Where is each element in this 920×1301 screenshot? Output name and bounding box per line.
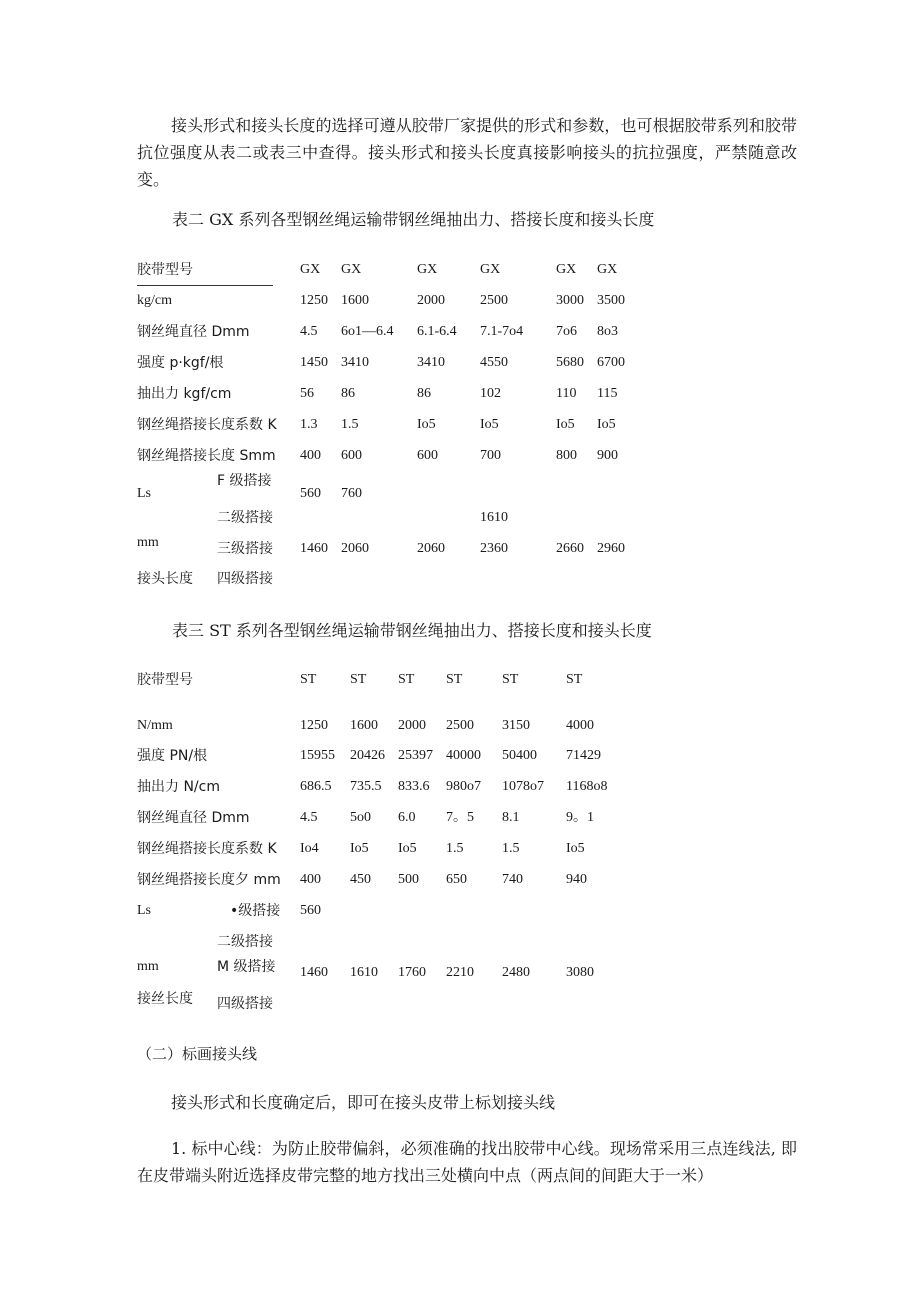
table3-cell: Io4 — [300, 841, 319, 856]
table3-header-cell: ST — [350, 672, 367, 687]
table3-row-label: 钢丝绳直径 Dmm — [137, 810, 250, 826]
table3-cell: 2210 — [446, 965, 474, 980]
table3-caption: 表三 ST 系列各型钢丝绳运输带钢丝绳抽出力、搭接长度和接头长度 — [172, 621, 652, 640]
table2-cell: 600 — [417, 448, 438, 463]
table3-cell: 500 — [398, 872, 419, 887]
table3-cell: 833.6 — [398, 779, 430, 794]
table3-cell: 40000 — [446, 748, 481, 763]
table3-cell: 400 — [300, 872, 321, 887]
table3-cell: Io5 — [566, 841, 585, 856]
table3-sub-label: •级搭接 — [230, 903, 281, 919]
table2-cell: 600 — [341, 448, 362, 463]
table3-cell: 1610 — [350, 965, 378, 980]
table2-cell: 2000 — [417, 293, 445, 308]
table2-cell: 560 — [300, 486, 321, 501]
table3-cell: 1250 — [300, 718, 328, 733]
table2-sub-label: 二级搭接 — [217, 510, 273, 526]
table3-cell: 15955 — [300, 748, 335, 763]
table2-cell: 110 — [556, 386, 577, 401]
table3-header-cell: ST — [300, 672, 317, 687]
table2-header-cell: GX — [480, 262, 501, 277]
table3-cell: 1600 — [350, 718, 378, 733]
table2-cell: 3410 — [341, 355, 369, 370]
table3-left-label: Ls — [137, 903, 151, 918]
table3-cell: 25397 — [398, 748, 433, 763]
table3-cell: 450 — [350, 872, 371, 887]
table2-cell: 1600 — [341, 293, 369, 308]
paragraph-center-line: 1. 标中心线：为防止胶带偏斜，必须准确的找出胶带中心线。现场常采用三点连线法, 即在皮带端头附近选择皮带完整的地方找出三处横向中点（两点间的间距大于一米） — [137, 1139, 797, 1185]
table2-cell: 1.3 — [300, 417, 318, 432]
table3-cell: 7。5 — [446, 810, 474, 825]
table3-cell: 740 — [502, 872, 523, 887]
table3-sub-label: 四级搭接 — [217, 996, 273, 1012]
table2-cell: 3000 — [556, 293, 584, 308]
table2-cell: 6700 — [597, 355, 625, 370]
intro-paragraph: 接头形式和接头长度的选择可遵从胶带厂家提供的形式和参数，也可根据胶带系列和胶带抗位强度从表二或表三中查得。接头形式和接头长度真接影响接头的抗拉强度，严禁随意改变。 — [137, 116, 797, 189]
table2-cell: 6.1-6.4 — [417, 324, 457, 339]
table3-cell: 6.0 — [398, 810, 416, 825]
table2-cell: 86 — [341, 386, 355, 401]
table3-cell: 2000 — [398, 718, 426, 733]
table2-cell: 6o1—6.4 — [341, 324, 394, 339]
table2-cell: 115 — [597, 386, 618, 401]
table3-sub-label: 二级搭接 — [217, 934, 273, 950]
table3-cell: Io5 — [398, 841, 417, 856]
table3-row-label: 抽出力 N/cm — [137, 779, 220, 795]
table2-left-label: mm — [137, 535, 159, 550]
table2-row-label: 钢丝绳搭接长度系数 K — [137, 417, 277, 433]
section-heading: （二）标画接头线 — [137, 1045, 258, 1063]
table2-cell: 86 — [417, 386, 431, 401]
table2-header-rule — [137, 285, 273, 286]
table2-cell: Io5 — [597, 417, 616, 432]
table3-cell: 50400 — [502, 748, 537, 763]
table2-cell: 2360 — [480, 541, 508, 556]
table2-sub-label: 四级搭接 — [217, 571, 273, 587]
table3-header-cell: ST — [566, 672, 583, 687]
table2-left-label: Ls — [137, 486, 151, 501]
table2-left-label: 接头长度 — [137, 571, 193, 587]
table2-caption: 表二 GX 系列各型钢丝绳运输带钢丝绳抽出力、搭接长度和接头长度 — [172, 210, 655, 229]
table3-cell: 1.5 — [502, 841, 520, 856]
table2-cell: 1450 — [300, 355, 328, 370]
table3-header-cell: ST — [398, 672, 415, 687]
table2-cell: 800 — [556, 448, 577, 463]
table3-cell: 1760 — [398, 965, 426, 980]
table2-cell: 900 — [597, 448, 618, 463]
table2-cell: 4550 — [480, 355, 508, 370]
table2-row-label: 强度 p·kgf/根 — [137, 355, 224, 371]
table3-row-label: 钢丝绳搭接长度系数 K — [137, 841, 277, 857]
table2-header-cell: GX — [341, 262, 362, 277]
table2-cell: 4.5 — [300, 324, 318, 339]
table2-cell: 760 — [341, 486, 362, 501]
table2-row-label: kg/cm — [137, 293, 172, 308]
table3-cell: 1168o8 — [566, 779, 608, 794]
table3-cell: 4.5 — [300, 810, 318, 825]
table2-cell: Io5 — [556, 417, 575, 432]
table3-cell: 4000 — [566, 718, 594, 733]
table2-cell: 1250 — [300, 293, 328, 308]
table2-sub-label: 三级搭接 — [217, 541, 273, 557]
table2-row-label: 钢丝绳搭接长度 Smm — [137, 448, 276, 464]
table2-cell: 1610 — [480, 510, 508, 525]
table3-sub-label: M 级搭接 — [217, 959, 276, 975]
table2-cell: 1460 — [300, 541, 328, 556]
table2-header-cell: GX — [597, 262, 618, 277]
table2-cell: 7.1-7o4 — [480, 324, 524, 339]
table2-cell: 2960 — [597, 541, 625, 556]
table3-cell: 650 — [446, 872, 467, 887]
table3-cell: Io5 — [350, 841, 369, 856]
table3-row-label: N/mm — [137, 718, 173, 733]
table2-cell: 102 — [480, 386, 501, 401]
table3-cell: 5o0 — [350, 810, 371, 825]
table2-sub-label: F 级搭接 — [217, 473, 272, 489]
table3-row-label: 钢丝绳搭接长度夕 mm — [137, 872, 281, 888]
table3-cell: 560 — [300, 903, 321, 918]
table3-cell: 3080 — [566, 965, 594, 980]
table3-cell: 940 — [566, 872, 587, 887]
table3-header-cell: ST — [502, 672, 519, 687]
table3-cell: 1078o7 — [502, 779, 544, 794]
table3-cell: 71429 — [566, 748, 601, 763]
table3-cell: 1460 — [300, 965, 328, 980]
table2-row-label: 抽出力 kgf/cm — [137, 386, 232, 402]
table2-cell: 3410 — [417, 355, 445, 370]
table3-header-cell: ST — [446, 672, 463, 687]
table3-cell: 8.1 — [502, 810, 520, 825]
table2-cell: 2060 — [417, 541, 445, 556]
table3-cell: 3150 — [502, 718, 530, 733]
table2-cell: 2060 — [341, 541, 369, 556]
table2-cell: 2500 — [480, 293, 508, 308]
table2-row-label: 钢丝绳直径 Dmm — [137, 324, 250, 340]
table2-cell: 7o6 — [556, 324, 577, 339]
table3-row-label: 强度 PN/根 — [137, 748, 208, 764]
table2-cell: Io5 — [480, 417, 499, 432]
table3-cell: 2500 — [446, 718, 474, 733]
table3-cell: 9。1 — [566, 810, 594, 825]
table2-cell: 8o3 — [597, 324, 618, 339]
table3-cell: 2480 — [502, 965, 530, 980]
table2-header-cell: GX — [556, 262, 577, 277]
table2-header-cell: GX — [417, 262, 438, 277]
table2-cell: 5680 — [556, 355, 584, 370]
table3-cell: 20426 — [350, 748, 385, 763]
table2-cell: 3500 — [597, 293, 625, 308]
paragraph-after-heading: 接头形式和长度确定后，即可在接头皮带上标划接头线 — [171, 1093, 556, 1112]
table2-header-label: 胶带型号 — [137, 262, 193, 278]
table2-cell: 2660 — [556, 541, 584, 556]
table3-cell: 735.5 — [350, 779, 382, 794]
table3-header-label: 胶带型号 — [137, 672, 193, 688]
table3-cell: 686.5 — [300, 779, 332, 794]
table3-left-label: 接丝长度 — [137, 991, 193, 1007]
table2-cell: 400 — [300, 448, 321, 463]
table2-header-cell: GX — [300, 262, 321, 277]
table2-cell: 1.5 — [341, 417, 359, 432]
table2-cell: 700 — [480, 448, 501, 463]
table2-cell: Io5 — [417, 417, 436, 432]
table3-cell: 1.5 — [446, 841, 464, 856]
table3-cell: 980o7 — [446, 779, 481, 794]
table3-left-label: mm — [137, 959, 159, 974]
table2-cell: 56 — [300, 386, 314, 401]
